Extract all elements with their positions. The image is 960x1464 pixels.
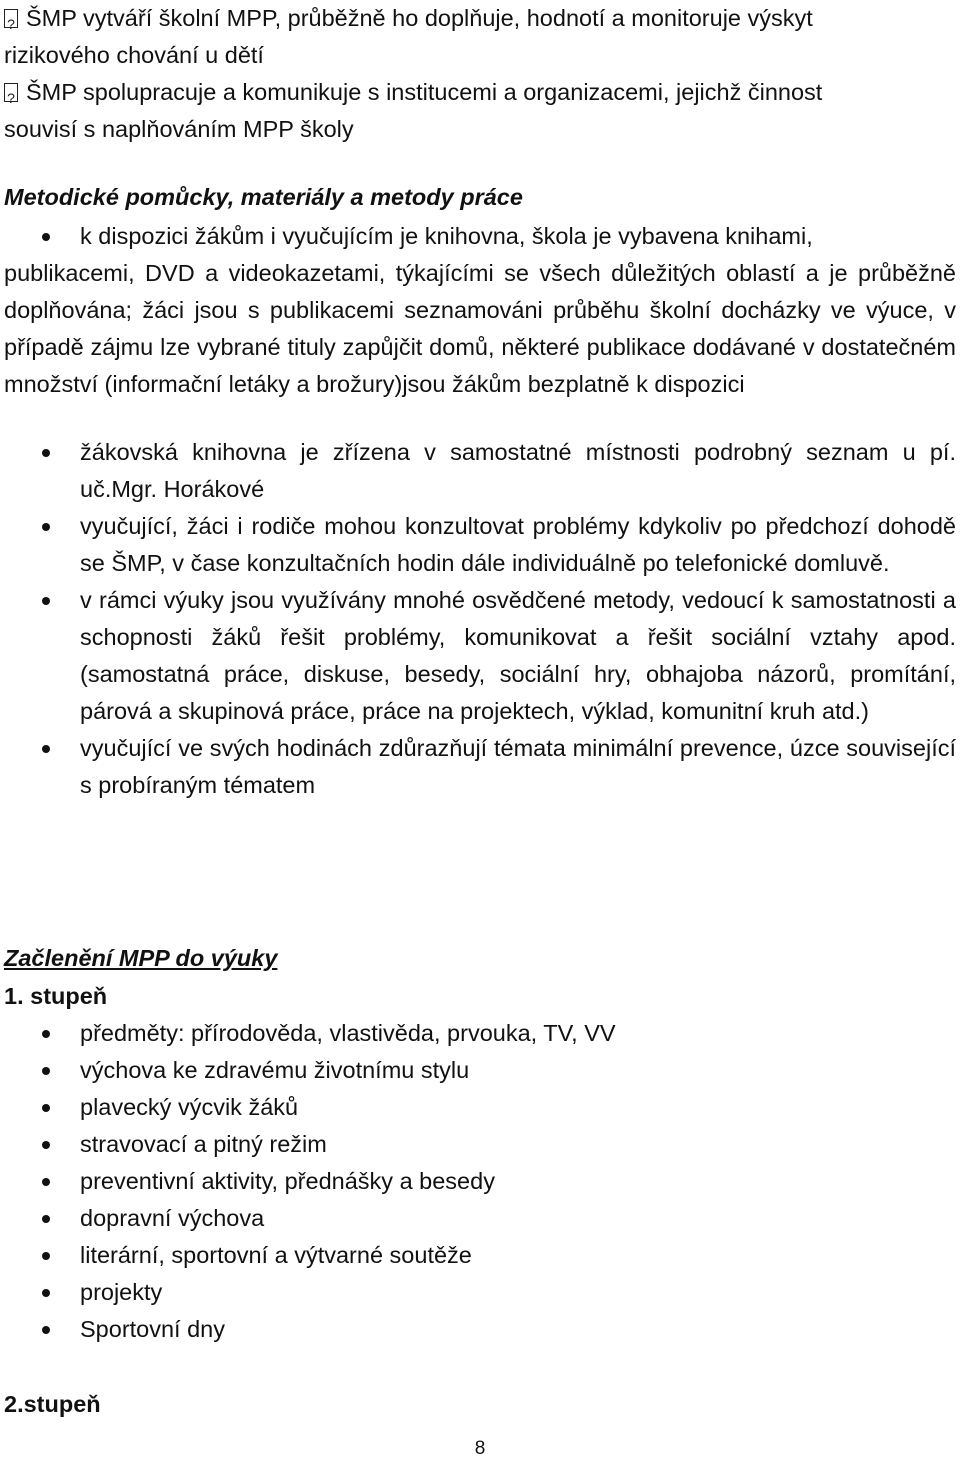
bullet-icon — [42, 1215, 50, 1223]
stage-1-list — [4, 1015, 956, 1348]
library-first-line-row — [4, 218, 956, 255]
list-item — [4, 1237, 956, 1274]
stage-1-heading: 1. stupeň — [4, 983, 108, 1009]
list-item-text: plavecký výcvik žáků — [80, 1094, 299, 1120]
methods-heading: Metodické pomůcky, materiály a metody práce — [4, 184, 523, 210]
list-item — [4, 1126, 956, 1163]
bullet-icon — [42, 1178, 50, 1186]
library-rest: publikacemi, DVD a videokazetami, týkajícími se všech důležitých oblastí a je průběžně doplňována; žáci jsou s publikacemi seznamováni průběhu školní docházky ve výuce, v případě zájmu lze vybrané tituly zapůjčit domů, některé publikace dodávané v dostatečném množství (informační letáky a brožury)jsou žákům bezplatně k dispozici — [4, 260, 956, 397]
library-first-line: k dispozici žákům i vyučujícím je knihovna, škola je vybavena knihami, — [80, 223, 813, 249]
list-item-text: v rámci výuky jsou využívány mnohé osvědčené metody, vedoucí k samostatnosti a schopnosti žáků řešit problémy, komunikovat a řešit sociální vztahy apod. (samostatná práce, diskuse, besedy, sociální hry, obhajoba názorů, promítání, párová a skupinová práce, práce na projektech, výklad, komunitní kruh atd.) — [80, 587, 956, 724]
bullet-icon — [42, 449, 50, 457]
list-item — [4, 1311, 956, 1348]
missing-glyph-icon — [4, 9, 18, 28]
bullet-icon — [42, 1067, 50, 1075]
list-item-text: stravovací a pitný režim — [80, 1131, 327, 1157]
list-item — [4, 1274, 956, 1311]
bullet-icon — [42, 1030, 50, 1038]
list-item-text: Sportovní dny — [80, 1316, 226, 1342]
page-number: 8 — [474, 1438, 486, 1459]
list-item-text: vyučující, žáci i rodiče mohou konzultovat problémy kdykoliv po předchozí dohodě se ŠMP, v čase konzultačních hodin dále individuálně po telefonické domluvě. — [80, 513, 956, 576]
list-item — [4, 730, 956, 804]
list-item-text: předměty: přírodověda, vlastivěda, prvouka, TV, VV — [80, 1020, 616, 1046]
bullet-icon — [42, 597, 50, 605]
stage-2-heading: 2.stupeň — [4, 1391, 101, 1417]
bullet-icon — [42, 523, 50, 531]
intro-item-2-line-1: ŠMP spolupracuje a komunikuje s institucemi a organizacemi, jejichž činnost — [26, 79, 823, 105]
list-item — [4, 582, 956, 730]
list-item — [4, 1015, 956, 1052]
list-item-text: vyučující ve svých hodinách zdůrazňují témata minimální prevence, úzce související s probíraným tématem — [80, 735, 956, 798]
list-item — [4, 508, 956, 582]
library-paragraph — [4, 218, 956, 403]
list-item-text: dopravní výchova — [80, 1205, 265, 1231]
bullet-icon — [42, 745, 50, 753]
list-item-text: žákovská knihovna je zřízena v samostatné místnosti podrobný seznam u pí. uč.Mgr. Horákové — [80, 439, 956, 502]
intro-block — [4, 0, 956, 148]
bullet-icon — [42, 1141, 50, 1149]
bullet-icon — [42, 1104, 50, 1112]
intro-item-1-line-2: rizikového chování u dětí — [4, 42, 264, 68]
list-item — [4, 1163, 956, 1200]
intro-item-1-line-1: ŠMP vytváří školní MPP, průběžně ho doplňuje, hodnotí a monitoruje výskyt — [26, 5, 813, 31]
bullet-icon — [42, 1252, 50, 1260]
intro-item-2-line-2: souvisí s naplňováním MPP školy — [4, 116, 354, 142]
list-item-text: výchova ke zdravému životnímu stylu — [80, 1057, 470, 1083]
bullet-icon — [42, 1289, 50, 1297]
integration-heading: Začlenění MPP do výuky — [4, 945, 278, 971]
bullet-icon — [42, 233, 50, 241]
list-item-text: preventivní aktivity, přednášky a besedy — [80, 1168, 495, 1194]
list-item-text: literární, sportovní a výtvarné soutěže — [80, 1242, 472, 1268]
list-item — [4, 434, 956, 508]
list-item-text: projekty — [80, 1279, 163, 1305]
list-item — [4, 1200, 956, 1237]
intro-item-1 — [4, 0, 956, 37]
list-item — [4, 1052, 956, 1089]
bullet-icon — [42, 1326, 50, 1334]
list-item — [4, 1089, 956, 1126]
missing-glyph-icon — [4, 83, 18, 102]
intro-item-2 — [4, 74, 956, 111]
methods-bullet-list — [4, 434, 956, 804]
